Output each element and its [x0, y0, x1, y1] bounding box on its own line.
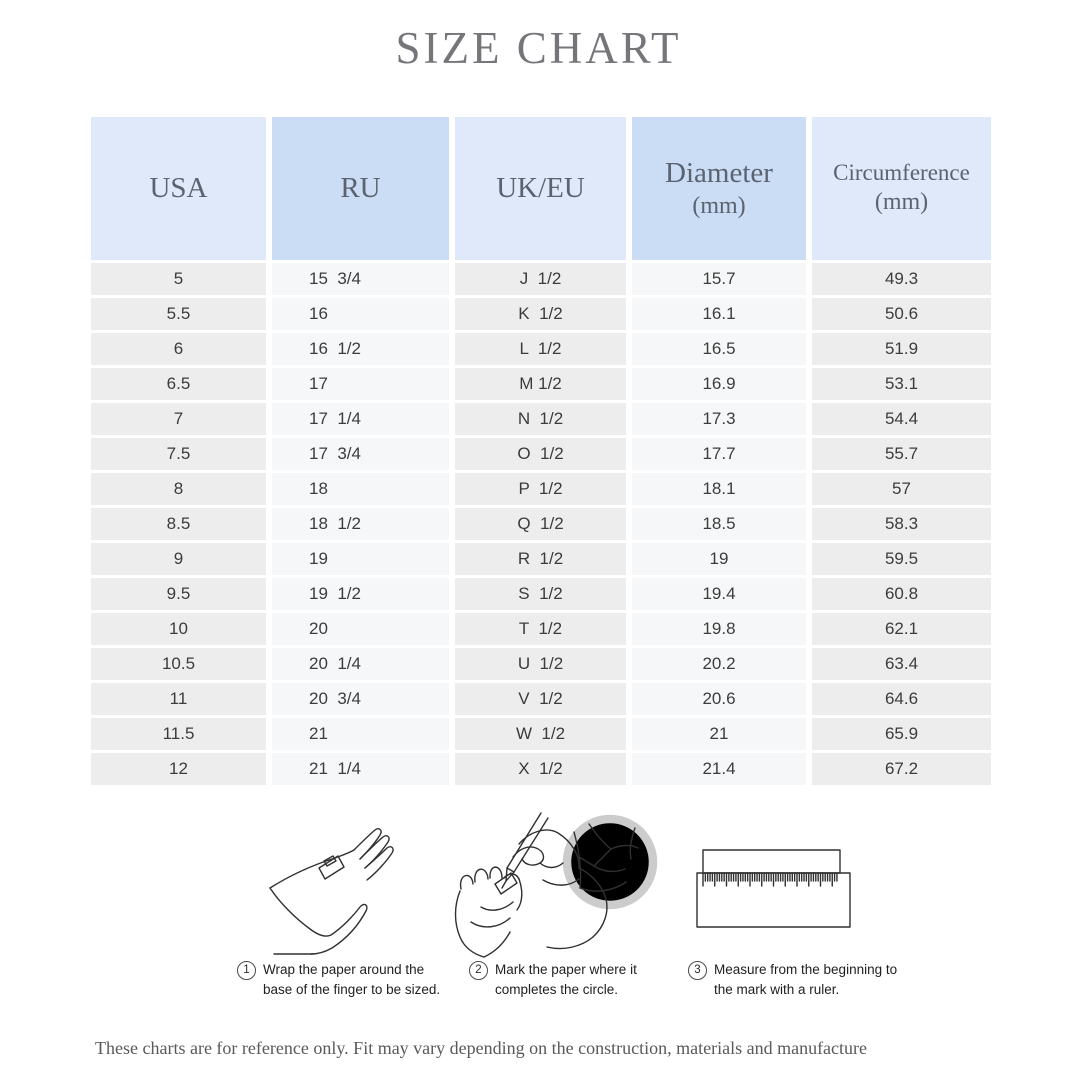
- ruler-illustration: [693, 845, 855, 933]
- table-cell-r8-c5: 58.3: [812, 508, 991, 540]
- header-diameter: Diameter (mm): [632, 117, 806, 260]
- table-cell-r1-c3: J 1/2: [455, 263, 626, 295]
- table-cell-r11-c5: 62.1: [812, 613, 991, 645]
- table-cell-r9-c2: 19: [272, 543, 449, 575]
- table-cell-r11-c2: 20: [272, 613, 449, 645]
- table-cell-r2-c5: 50.6: [812, 298, 991, 330]
- table-cell-r14-c4: 21: [632, 718, 806, 750]
- table-cell-r1-c4: 15.7: [632, 263, 806, 295]
- table-cell-r10-c5: 60.8: [812, 578, 991, 610]
- header-usa: USA: [91, 117, 266, 260]
- table-cell-r8-c4: 18.5: [632, 508, 806, 540]
- table-cell-r4-c2: 17: [272, 368, 449, 400]
- step-1-text: Wrap the paper around the base of the finger to be sized.: [263, 962, 441, 998]
- table-cell-r3-c5: 51.9: [812, 333, 991, 365]
- table-cell-r5-c2: 17 1/4: [272, 403, 449, 435]
- table-cell-r13-c4: 20.6: [632, 683, 806, 715]
- paper-strip-icon: [319, 856, 344, 879]
- ruler-ticks: [703, 873, 837, 886]
- table-cell-r5-c4: 17.3: [632, 403, 806, 435]
- table-cell-r8-c1: 8.5: [91, 508, 266, 540]
- marking-pen-illustration: [443, 810, 661, 960]
- table-cell-r13-c2: 20 3/4: [272, 683, 449, 715]
- hand-with-paper-illustration: [255, 816, 435, 956]
- table-cell-r15-c2: 21 1/4: [272, 753, 449, 785]
- table-cell-r10-c1: 9.5: [91, 578, 266, 610]
- table-cell-r13-c3: V 1/2: [455, 683, 626, 715]
- table-cell-r12-c2: 20 1/4: [272, 648, 449, 680]
- table-cell-r6-c4: 17.7: [632, 438, 806, 470]
- table-cell-r2-c3: K 1/2: [455, 298, 626, 330]
- table-cell-r4-c5: 53.1: [812, 368, 991, 400]
- table-cell-r15-c1: 12: [91, 753, 266, 785]
- size-table: [91, 117, 991, 785]
- table-cell-r4-c3: M 1/2: [455, 368, 626, 400]
- header-uk-eu: UK/EU: [455, 117, 626, 260]
- paper-strip-icon: [703, 850, 840, 873]
- table-cell-r7-c1: 8: [91, 473, 266, 505]
- step-1-number-icon: 1: [237, 961, 256, 980]
- table-cell-r14-c1: 11.5: [91, 718, 266, 750]
- step-2-caption: [469, 960, 637, 1001]
- table-cell-r15-c4: 21.4: [632, 753, 806, 785]
- table-cell-r3-c1: 6: [91, 333, 266, 365]
- table-cell-r9-c4: 19: [632, 543, 806, 575]
- header-circumference: Circumference (mm): [812, 117, 991, 260]
- table-cell-r4-c4: 16.9: [632, 368, 806, 400]
- table-cell-r5-c3: N 1/2: [455, 403, 626, 435]
- table-cell-r1-c5: 49.3: [812, 263, 991, 295]
- table-cell-r10-c2: 19 1/2: [272, 578, 449, 610]
- step-2-text: Mark the paper where it completes the circle.: [495, 962, 637, 998]
- step-1-caption: [237, 960, 440, 1001]
- pen-icon: [507, 813, 541, 868]
- table-cell-r5-c5: 54.4: [812, 403, 991, 435]
- table-cell-r2-c1: 5.5: [91, 298, 266, 330]
- step-2-number-icon: 2: [469, 961, 488, 980]
- table-cell-r14-c5: 65.9: [812, 718, 991, 750]
- table-cell-r2-c2: 16: [272, 298, 449, 330]
- table-cell-r14-c2: 21: [272, 718, 449, 750]
- table-cell-r9-c5: 59.5: [812, 543, 991, 575]
- table-cell-r6-c5: 55.7: [812, 438, 991, 470]
- table-cell-r2-c4: 16.1: [632, 298, 806, 330]
- table-cell-r11-c4: 19.8: [632, 613, 806, 645]
- page-title: SIZE CHART: [395, 23, 682, 73]
- table-cell-r12-c3: U 1/2: [455, 648, 626, 680]
- table-cell-r3-c2: 16 1/2: [272, 333, 449, 365]
- table-cell-r3-c4: 16.5: [632, 333, 806, 365]
- table-cell-r3-c3: L 1/2: [455, 333, 626, 365]
- table-cell-r10-c4: 19.4: [632, 578, 806, 610]
- table-cell-r7-c4: 18.1: [632, 473, 806, 505]
- table-cell-r13-c5: 64.6: [812, 683, 991, 715]
- table-cell-r7-c2: 18: [272, 473, 449, 505]
- table-cell-r8-c3: Q 1/2: [455, 508, 626, 540]
- table-cell-r6-c2: 17 3/4: [272, 438, 449, 470]
- table-cell-r12-c1: 10.5: [91, 648, 266, 680]
- table-cell-r14-c3: W 1/2: [455, 718, 626, 750]
- header-ru: RU: [272, 117, 449, 260]
- step-3-number-icon: 3: [688, 961, 707, 980]
- table-cell-r1-c1: 5: [91, 263, 266, 295]
- table-cell-r15-c5: 67.2: [812, 753, 991, 785]
- table-cell-r9-c3: R 1/2: [455, 543, 626, 575]
- step-3-caption: [688, 960, 897, 1001]
- disclaimer-text: These charts are for reference only. Fit may vary depending on the construction, materials and manufacture: [95, 1038, 868, 1058]
- table-cell-r5-c1: 7: [91, 403, 266, 435]
- table-cell-r12-c4: 20.2: [632, 648, 806, 680]
- table-cell-r11-c1: 10: [91, 613, 266, 645]
- table-cell-r6-c3: O 1/2: [455, 438, 626, 470]
- table-cell-r12-c5: 63.4: [812, 648, 991, 680]
- table-cell-r4-c1: 6.5: [91, 368, 266, 400]
- table-cell-r9-c1: 9: [91, 543, 266, 575]
- table-cell-r15-c3: X 1/2: [455, 753, 626, 785]
- table-cell-r6-c1: 7.5: [91, 438, 266, 470]
- table-cell-r1-c2: 15 3/4: [272, 263, 449, 295]
- table-cell-r8-c2: 18 1/2: [272, 508, 449, 540]
- table-cell-r13-c1: 11: [91, 683, 266, 715]
- table-cell-r10-c3: S 1/2: [455, 578, 626, 610]
- step-3-text: Measure from the beginning to the mark with a ruler.: [714, 962, 898, 998]
- table-cell-r7-c5: 57: [812, 473, 991, 505]
- table-cell-r11-c3: T 1/2: [455, 613, 626, 645]
- table-cell-r7-c3: P 1/2: [455, 473, 626, 505]
